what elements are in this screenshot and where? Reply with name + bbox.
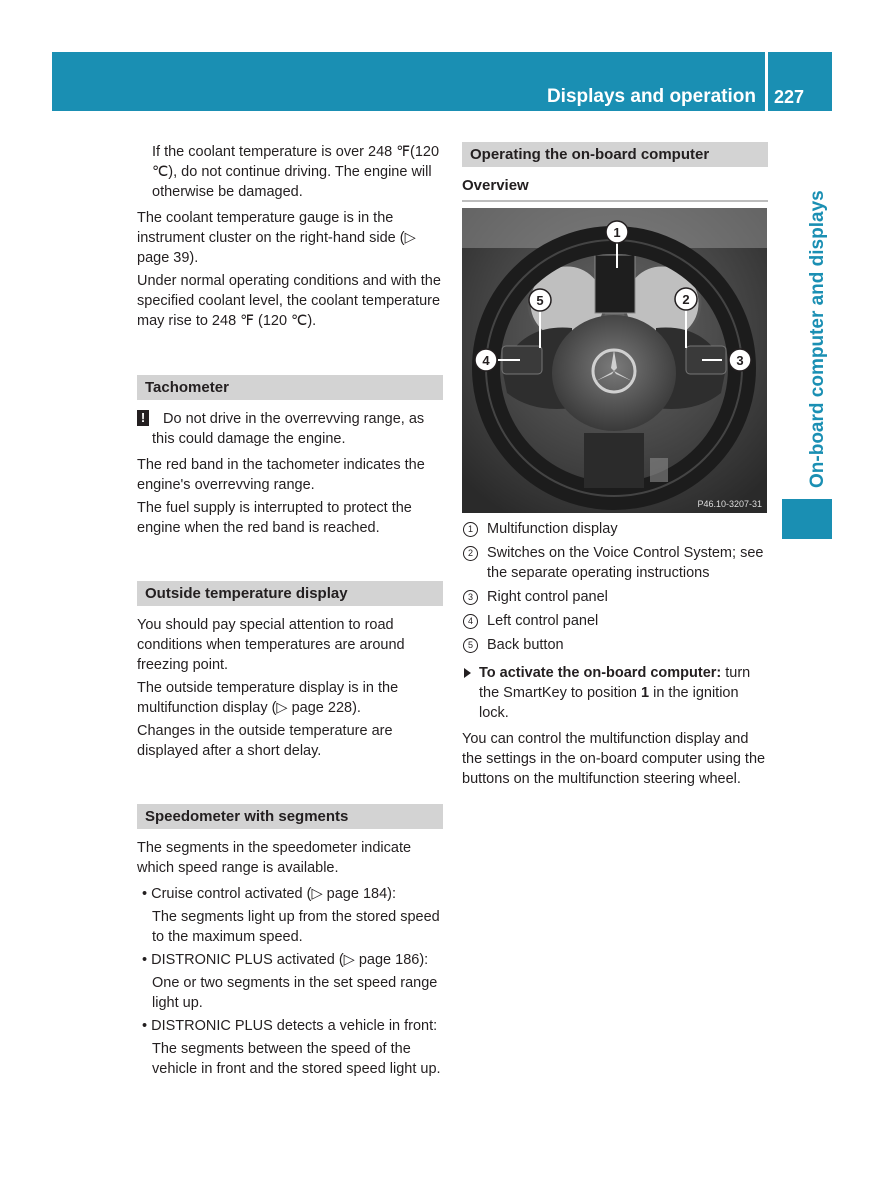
warning-icon: ! — [137, 410, 149, 426]
legend-number: 5 — [463, 638, 478, 653]
instruction-step — [462, 663, 768, 723]
speedometer-heading: Speedometer with segments — [137, 804, 443, 829]
tachometer-heading: Tachometer — [137, 375, 443, 400]
tachometer-paragraph-1: The red band in the tachometer indicates the engine's overrevving range. — [137, 457, 425, 493]
header-separator — [765, 52, 768, 111]
page-number: 227 — [774, 87, 805, 107]
tachometer-warning-text: Do not drive in the overrevving range, as this could damage the engine. — [152, 411, 425, 447]
legend-number: 4 — [463, 614, 478, 629]
legend-text: Right control panel — [487, 589, 608, 605]
legend-text: Back button — [487, 637, 564, 653]
left-column — [137, 142, 443, 1082]
legend-text: Switches on the Voice Control System; see the separate operating instructions — [487, 545, 764, 581]
bullet-head: • DISTRONIC PLUS detects a vehicle in front: — [142, 1018, 438, 1034]
overview-heading: Overview — [462, 176, 768, 202]
callout-5-label: 5 — [536, 293, 544, 308]
callout-4-label: 4 — [482, 353, 490, 368]
bullet-list — [137, 884, 443, 1079]
step-body: turn the SmartKey to position — [479, 665, 751, 701]
callout-2-label: 2 — [682, 292, 690, 307]
steering-wheel-illustration — [462, 208, 767, 513]
step-label: To activate the on-board computer: — [479, 665, 722, 681]
outside-temperature-heading: Outside temperature display — [137, 581, 443, 606]
onboard-computer-heading: Operating the on-board computer — [462, 142, 768, 167]
tachometer-warning — [137, 409, 443, 449]
legend-number: 3 — [463, 590, 478, 605]
tachometer-paragraph-2: The fuel supply is interrupted to protect the engine when the red band is reached. — [137, 500, 412, 536]
step-text — [479, 663, 768, 723]
steering-wheel-figure — [462, 208, 767, 513]
right-column — [462, 142, 768, 792]
legend-item — [462, 611, 768, 631]
step-arrow-icon — [464, 668, 471, 678]
bullet-body: The segments between the speed of the vehicle in front and the stored speed light up. — [152, 1041, 441, 1077]
bullet-body: The segments light up from the stored speed to the maximum speed. — [152, 909, 440, 945]
legend-text: Multifunction display — [487, 521, 618, 537]
bullet-head: • DISTRONIC PLUS activated (▷ page 186): — [142, 952, 429, 968]
final-paragraph: You can control the multifunction display and the settings in the on-board computer using the buttons on the multifunction steering wheel. — [462, 731, 766, 787]
step-position: 1 — [641, 685, 650, 701]
step-end: in the ignition lock. — [479, 685, 739, 721]
chapter-title: Displays and operation — [546, 86, 756, 107]
multifunction-display-icon — [595, 255, 635, 313]
side-tab-marker — [782, 499, 832, 539]
image-code: P46.10-3207-31 — [697, 499, 762, 509]
side-tab-label: On-board computer and displays — [807, 190, 828, 488]
coolant-paragraph-1: The coolant temperature gauge is in the instrument cluster on the right-hand side (▷ page 39). — [137, 210, 416, 266]
legend-list — [462, 519, 768, 655]
coolant-warning: If the coolant temperature is over 248 ℉(120 ℃), do not continue driving. The engine will otherwise be damaged. — [152, 144, 440, 200]
airbag-hub-icon — [552, 315, 676, 431]
bullet-head: • Cruise control activated (▷ page 184): — [142, 886, 396, 902]
callout-3-label: 3 — [736, 353, 744, 368]
speedometer-paragraph-1: The segments in the speedometer indicate which speed range is available. — [137, 840, 412, 876]
coolant-paragraph-2: Under normal operating conditions and with the specified coolant level, the coolant temperature may rise to 248 ℉ (120 ℃). — [137, 273, 441, 329]
legend-number: 1 — [463, 522, 478, 537]
legend-item — [462, 543, 768, 583]
outside-paragraph-2: The outside temperature display is in the multifunction display (▷ page 228). — [137, 680, 399, 716]
legend-text: Left control panel — [487, 613, 599, 629]
legend-number: 2 — [463, 546, 478, 561]
legend-item — [462, 587, 768, 607]
outside-paragraph-1: You should pay special attention to road conditions when temperatures are around freezing point. — [137, 617, 405, 673]
legend-item — [462, 635, 768, 655]
legend-item — [462, 519, 768, 539]
bullet-body: One or two segments in the set speed range light up. — [152, 975, 438, 1011]
callout-1-label: 1 — [613, 225, 621, 240]
outside-paragraph-3: Changes in the outside temperature are displayed after a short delay. — [137, 723, 393, 759]
